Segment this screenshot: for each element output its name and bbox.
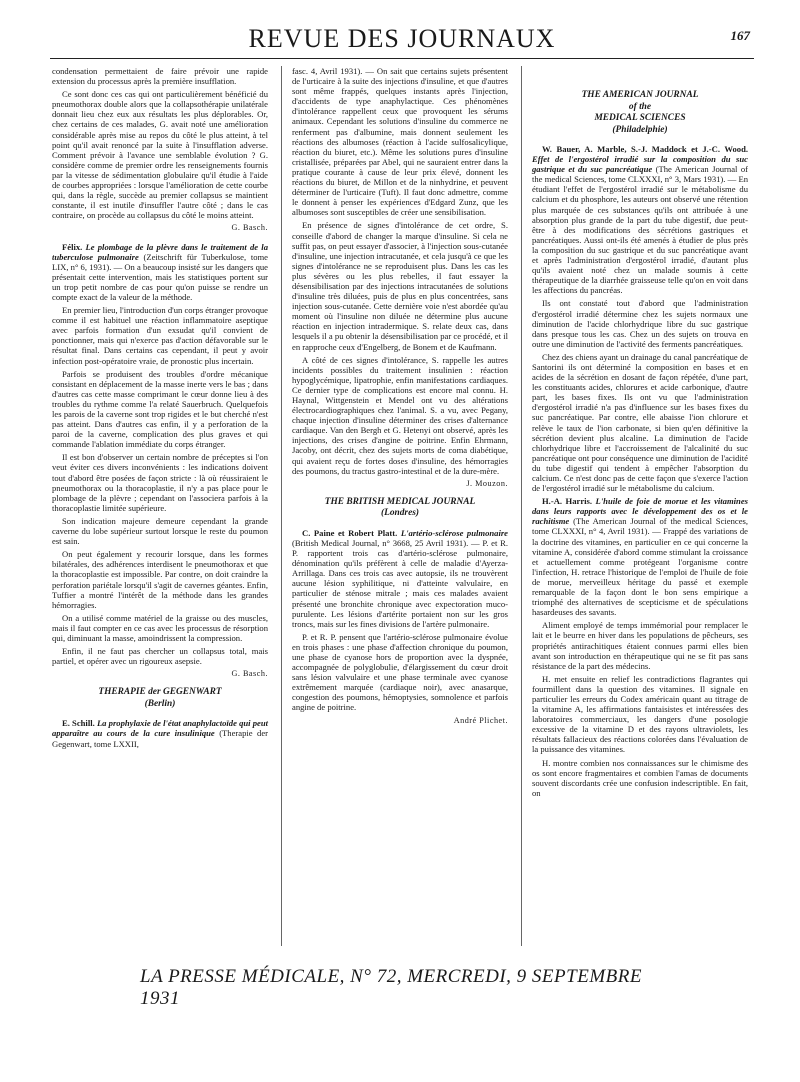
article-title: Le plombage de la plèvre dans le traitement de la tuberculose pulmonaire [52,241,268,262]
journal-city: (Philadelphie) [612,124,668,135]
paragraph: En présence de signes d'intolérance de cet ordre, S. conseille d'abord de changer la marque d'insuline. Si cela ne suffit pas, on peut essayer d'associer, à l'injection sous-cutanée d'insuline, une injection intracutanée, et cela jusqu'à ce que les signes d'intolérance ne se reproduisent plus. Dans les cas les plus sévères ou les plus rebelles, il faut essayer la désensibilisation par des injections intracutanées de solutions d'insuline très diluées, puis de plus en plus concentrées, sans injection sous-cutanée. Cette dernière voie n'est abordée qu'au moment où l'insuline non diluée ne détermine plus aucune réaction en injection intradermique. S. relate deux cas, dans lesquels il a pu obtenir la désensibilisation par ce procédé, et il en rapproche ceux d'Engelberg, de Bonem et de Kaufmann. [292,220,508,352]
page-number: 167 [730,28,750,43]
paragraph: En premier lieu, l'introduction d'un corps étranger provoque comme il est habituel une réaction inflammatoire aseptique avec parfois formation d'un exsudat qu'il convient de ponctionner, mais qui n'exerce pas d'action défavorable sur le résultat final. Dans certains cas cependant, il peut y avoir infection post-opératoire vraie, de pronostic plus incertain. [52,305,268,366]
paragraph: Enfin, il ne faut pas chercher un collapsus total, mais partiel, et opérer avec un rigoureux asepsie. [52,646,268,667]
journal-city: (Berlin) [144,698,176,709]
journal-city: (Londres) [380,508,420,519]
column-2 [292,66,508,734]
paragraph: Aliment employé de temps immémorial pour remplacer le lait et le beurre en hiver dans les populations de pêcheurs, ses propriétés antirachitiques étaient connues parmi elles bien avant son introduction en thérapeutique qui ne se fit pas sans résistance de la part des médecins. [532,620,748,671]
column-rule [521,66,522,946]
paragraph: fasc. 4, Avril 1931). — On sait que certains sujets présentent de l'urticaire à la suite des injections d'insuline, et que d'autres sont même frappés, quelques instants après l'injection, d'accidents de type anaphylactique. Ces phénomènes d'intolérance rappellent ceux que provoquent les sérums animaux. Cependant les solutions d'insuline du commerce ne renferment pas d'albumine, mais donnent seulement les réactions des albumoses (réaction à l'acide sulfosalicylique, réaction du biuret, etc.). Même les solutions pures d'insuline cristallisée, préparées par Abel, qui ne sauraient entrer dans la pratique courante à cause de leur prix élevé, donnent les réactions du biuret, de Millon et de la ninhydrine, et peuvent déterminer de l'urticaire (Tuft). Il faut donc admettre, comme le donnent à penser les expériences d'Edgard Zunz, que les albumoses sont susceptibles de créer une sensibilisation. [292,66,508,218]
paragraph: Son indication majeure demeure cependant la grande caverne du lobe supérieur surtout lorsque le reste du poumon est sain. [52,515,268,547]
paragraph: On a utilisé comme matériel de la graisse ou des muscles, mais il faut compter en ce cas avec les processus de résorption qui, diminuant la masse, amoindrissent la compression. [52,612,268,643]
paragraph: Ils ont constaté tout d'abord que l'administration d'ergostérol irradié détermine chez les sujets normaux une diminution de l'acide chlorhydrique libre du suc gastrique dans presque tous les cas. Chez un des sujets on trouva en outre une diminution de l'activité des ferments pancréatiques. [532,298,748,349]
article-title: L'huile de foie de morue et les vitamines dans leurs rapports avec le développement des os et le rachitisme [532,496,748,527]
journal-name: THE AMERICAN JOURNAL [581,90,699,100]
journal-heading [292,497,508,520]
article-author: C. Paine et Robert Platt. [302,527,398,538]
running-title: REVUE DES JOURNAUX [248,24,556,53]
paragraph: H. montre combien nos connaissances sur le chimisme des os sont encore fragmentaires et combien l'amas de documents souvent discordants crée une confusion indescriptible. En fait, on [532,757,748,798]
paragraph: Chez des chiens ayant un drainage du canal pancréatique de Santorini ils ont déterminé la composition en bases et en acides de la sécrétion en dosant de façon répétée, d'une part, les constituants acides, chlorures et acide carbonique, d'autre part, les bases fixes. Ils ont vu que l'administration d'ergostérol irradié n'a pas d'influence sur les bases fixes du suc pancréatique. Par contre, elle abaisse l'ion chlorure et relève le taux de l'ion carbonate, si bien qu'en définitive la sécrétion devient plus alcaline. La diminution de l'acide chlorhydrique libre et l'accroissement de l'alcalinité du suc pancréatique ont pour conséquence une diminution de l'acidité du tube digestif qui tendent à empêcher l'absorption du calcium. Ce n'est donc pas de cette façon que s'exerce l'action de l'ergostérol irradié sur le métabolisme du calcium. [532,351,748,494]
paragraph: Il est bon d'observer un certain nombre de préceptes si l'on veut éviter ces divers inconvénients : les indications doivent tout d'abord être posées de façon stricte : là où réussiraient le pneumothorax ou la thoracoplastie, il n'y a pas place pour le plombage de la plèvre ; cependant on l'associera parfois à la thoracoplastie limitée supérieure. [52,452,268,513]
paragraph: Ce sont donc ces cas qui ont particulièrement bénéficié du pneumothorax double alors que la collapsothérapie unilatérale donnait lieu chez eux aux résultats les plus déplorables. Or, chez certains de ces malades, G. avait noté une amélioration considérable après mise au repos du côté le plus atteint, à tel point qu'il avait renoncé par la suite à l'insufflation adverse. Comment prévoir à l'avance une semblable évolution ? G. considère comme de premier ordre les renseignements fournis par la vitesse de sédimentation globulaire qu'il étudie à l'aide de courbes appropriées : lorsque l'amélioration de cette courbe qui, dans la règle, succède au premier collapsus se maintient constante, il est inutile d'insuffler l'autre côté ; dans le cas contraire, on procède au collapsus du côté le moins atteint. [52,89,268,221]
article-author: W. Bauer, A. Marble, S.-J. Maddock et J.-C. Wood. [542,144,748,154]
column-1 [52,66,268,752]
paragraph: A côté de ces signes d'intolérance, S. rappelle les autres incidents possibles du traitement insulinien : réaction hypoglycémique, lipatrophie, enfin manifestations cardiaques. Ce dernier type de complications est encore mal connu. H. Haynal, Wittgenstein et Mendel ont vu des altérations électrocardiographiques chez l'animal. S. a vu, avec Pegany, chaque injection d'insuline déterminer des crises d'alternance cardiaque. Van den Bergh et G. Hetenyi ont observé, après les injections, des crises d'angine de poitrine. Enfin Ehrmann, Jacoby, ont décrit, chez des sujets morts de coma diabétique, qui avaient reçu de fortes doses d'insuline, des hémorragies des poumons, du tractus gastro-intestinal et de la dure-mère. [292,354,508,476]
article-abstract [52,242,268,303]
article-author: E. Schill. [62,718,95,729]
article-abstract [52,718,268,748]
paragraph: P. et R. P. pensent que l'artério-sclérose pulmonaire évolue en trois phases : une phase d'affection chronique du poumon, une phase de cyanose hors de proportion avec la dyspnée, accompagnée de polyglobulie, d'élargissement du cœur droit sans lésion valvulaire et une phase terminale avec cyanose extrêmement marquée (cardiaque noir), avec anasarque, congestion des poumons, hémoptysies, somnolence et parfois angine de poitrine. [292,631,508,713]
author-signature: André Plichet. [453,715,508,725]
paragraph: On peut également y recourir lorsque, dans les formes bilatérales, des adhérences interdisent le pneumothorax et que la thoracoplastie est impossible. Par contre, on doit craindre la perforation pariétale lorsqu'il s'agit de cavernes géantes. Enfin, Tuffier a montré l'intérêt de la méthode dans les grandes hémorragies. [52,549,268,610]
article-title: Effet de l'ergostérol irradié sur la composition du suc gastrique et du suc pancréatique [532,154,748,175]
journal-heading [52,687,268,710]
page-footer: LA PRESSE MÉDICALE, N° 72, MERCREDI, 9 SEPTEMBRE 1931 [140,966,642,1009]
author-signature: J. Mouzon. [466,478,508,488]
column-3 [532,66,748,801]
article-abstract [532,144,748,295]
article-reference: (The American Journal of the medical Sciences, tome CLXXXI, n° 4, Avril 1931). — Frappé des variations de la doctrine des vitamines, en particulier en ce qui concerne la vitamine A, considérée d'abord comme stimulant la croissance et actuellement comme protégeant l'organisme contre l'infection, H. retrace l'historique de l'emploi de l'huile de foie de morue, merveilleux héritage du passé et exemple remarquable de la façon dont le bon sens empirique a triomphé des alternatives de scepticisme et de spéculations hasardeuses des savants. [532,516,748,618]
journal-name: THE BRITISH MEDICAL JOURNAL [324,496,476,507]
journal-heading [532,90,748,136]
article-title: L'artério-sclérose pulmonaire [400,527,509,538]
article-reference: (Therapie der Gegenwart, tome LXXII, [52,728,268,749]
journal-name: THERAPIE der GEGENWART [98,687,222,698]
article-reference: (The American Journal of the medical Sciences, tome CLXXXI, n° 3, Mars 1931). — En étudiant l'effet de l'ergostérol irradié sur le métabolisme du calcium et du phosphore, les auteurs ont observé une rétention plus marquée de ces substances qu'ils ont attribuée à une absorption plus grande de la part du tube digestif, due peut-être à des modifications des sécrétions gastriques et pancréatiques. Aussi ont-ils été amenés à étudier de plus près la composition du suc gastrique et du suc pancréatique avant et après l'administration d'ergostérol irradié, d'autant plus qu'ils avaient noté chez un malade soumis à cette thérapeutique de la diarrhée graisseuse telle qu'on en voit dans les affections du pancréas. [532,164,748,296]
author-signature: G. Basch. [231,669,268,679]
journal-name-line-3: MEDICAL SCIENCES [594,113,686,123]
journal-name-line-2: of the [628,101,652,112]
article-abstract [532,496,748,617]
paragraph: Parfois se produisent des troubles d'ordre mécanique consistant en déplacement de la masse inerte vers le bas ; dans d'autres cas cette masse comprimant le cœur donne lieu à des troubles du rythme comme l'a relaté Sauerbruch. Quelquefois les parois de la caverne sont trop rigides et le but cherché n'est pas atteint. Dans d'autres cas enfin, il y a perforation de la paroi de la caverne, complication des plus graves et qui commande l'ablation immédiate du corps étranger. [52,368,268,450]
paragraph: H. met ensuite en relief les contradictions flagrantes qui fourmillent dans la question des vitamines. Il signale en particulier les erreurs du Codex américain quant au titrage de la vitamine A, les affirmations fantaisistes et intéressées des laboratoires commerciaux, les dangers d'une posologie excessive de la vitamine D et des rayons ultraviolets, les résultats fallacieux des réactions colorées dans l'évaluation de la puissance des vitamines. [532,673,748,755]
column-rule [281,66,282,946]
paragraph: condensation permettaient de faire prévoir une rapide extension du processus après la première insufflation. [52,66,268,87]
article-author: Félix. [62,241,83,252]
article-author: H.-A. Harris. [542,496,593,507]
author-signature: G. Basch. [231,223,268,233]
article-reference: (Zeitschrift für Tuberkulose, tome LIX, n° 6, 1931). — On a beaucoup insisté sur les dangers que présentait cette intervention, mais les statistiques portent sur un trop petit nombre de cas pour qu'on puisse se rendre un compte exact de la valeur de la méthode. [52,251,269,302]
article-reference: (British Medical Journal, n° 3668, 25 Avril 1931). — P. et R. P. rapportent trois cas d'artério-sclérose pulmonaire, dénomination qu'ils préfèrent à celle de maladie d'Ayerza-Arrillaga. Dans ces trois cas avec autopsie, ils ne trouvèrent aucune lésion syphilitique, ni d'atteinte valvulaire, en particulier de sténose mitrale ; mais ces malades avaient présenté une bronchite chronique avec expectoration muco-purulente. Les lésions d'artérite portaient non sur les gros troncs, mais sur les fines divisions de l'artère pulmonaire. [292,537,508,629]
article-title: La prophylaxie de l'état anaphylactoïde qui peut apparaître au cours de la cure insulinique [52,718,268,739]
article-abstract [292,528,508,629]
page-header [50,22,754,59]
